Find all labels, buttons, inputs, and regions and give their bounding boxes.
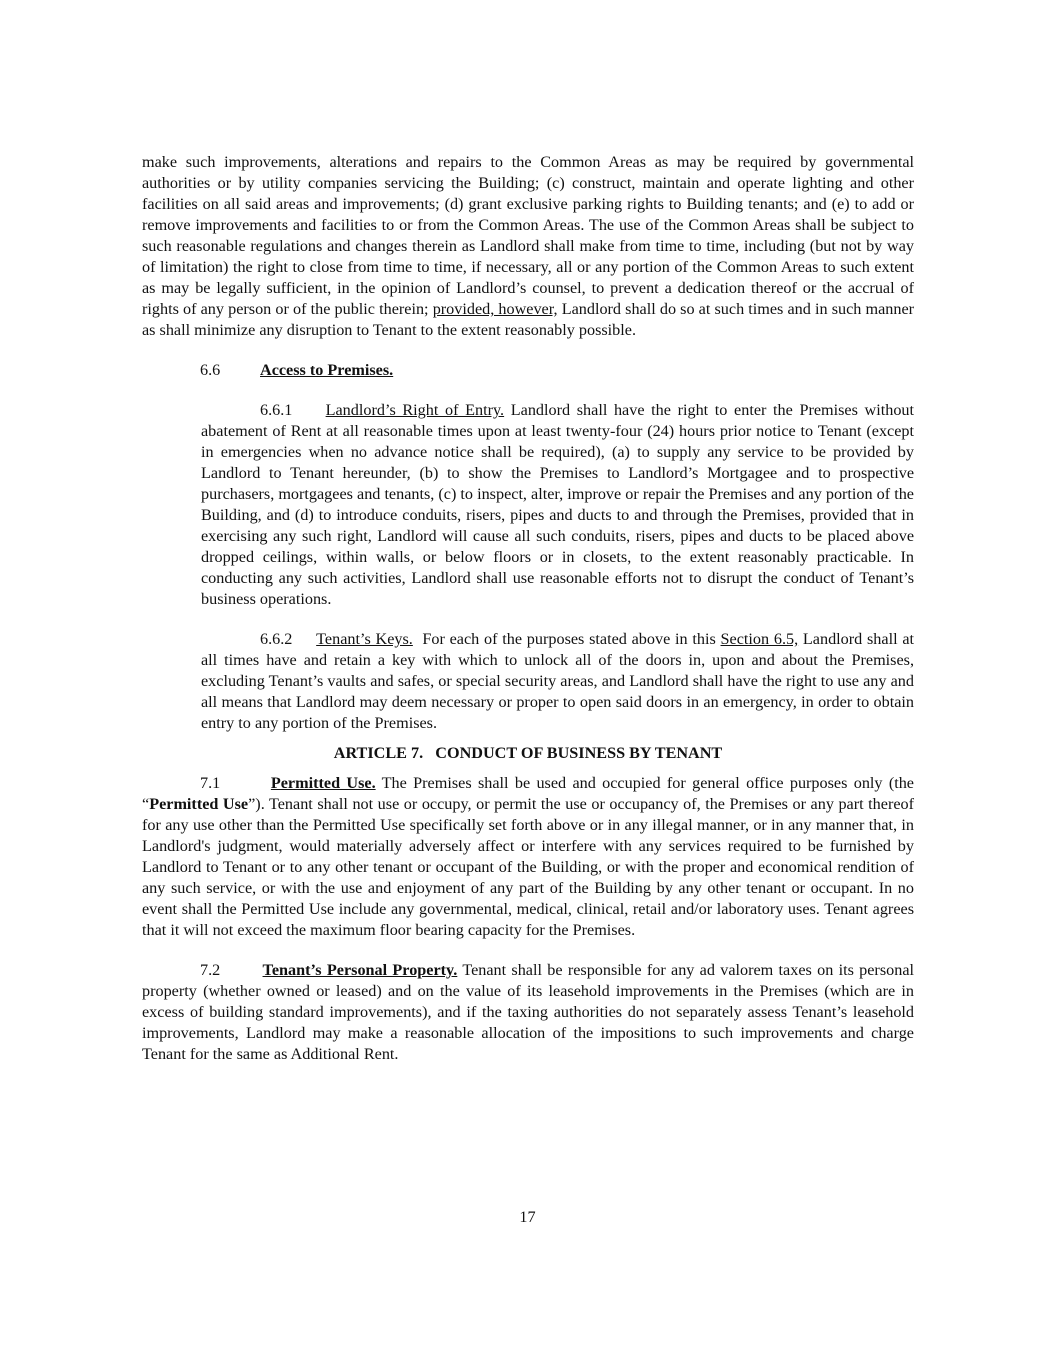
defined-term: Permitted Use bbox=[149, 795, 249, 813]
section-title: Landlord’s Right of Entry. bbox=[325, 401, 505, 419]
section-6-6-1: 6.6.1 Landlord’s Right of Entry. Landlord shall have the right to enter the Premises without abatement of Rent at all reasonable times upon at least twenty-four (24) hours prior notice to Tenant (except in emergencies when no advance notice shall be required), (a) to supply any service to be provided by Landlord to Tenant hereunder, (b) to show the Premises to Landlord’s Mortgagee and to prospective purchasers, mortgagees and tenants, (c) to inspect, alter, improve or repair the Premises and any portion of the Building, and (d) to introduce conduits, risers, pipes and ducts to and through the Premises, provided that in exercising any such right, Landlord will cause all such conduits, risers, pipes and ducts to be placed above dropped ceilings, within walls, or below floors or in closets, to the extent reasonably practicable. In conducting any such activities, Landlord shall use reasonable efforts not to disrupt the conduct of Tenant’s business operations. bbox=[201, 401, 915, 608]
section-7-1: 7.1 Permitted Use. The Premises shall be used and occupied for general office purposes only (the “Permitted Use”). Tenant shall not use or occupy, or permit the use or occupancy of, the Premises or any part thereof for any use other than the Permitted Use specifically set forth above or in any illegal manner, or in any manner that, in Landlord's judgment, would materially adversely affect or interfere with any services required to be furnished by Landlord to Tenant or to any other tenant or occupant of the Building, or with the proper and economical rendition of any such service, or with the use and enjoyment of any part of the Building by any other tenant or occupant. In no event shall the Permitted Use include any governmental, medical, clinical, retail and/or laboratory uses. Tenant agrees that it will not exceed the maximum floor bearing capacity for the Premises. bbox=[142, 774, 914, 939]
section-title: Tenant’s Personal Property. bbox=[262, 961, 458, 979]
continued-paragraph: make such improvements, alterations and repairs to the Common Areas as may be required by governmental authorities or by utility companies servicing the Building; (c) construct, maintain and operate lighting and other facilities on all said areas and improvements; (d) grant exclusive parking rights to Building tenants; and (e) to add or remove improvements and facilities to or from the Common Areas. The use of the Common Areas shall be subject to such reasonable regulations and changes therein as Landlord shall make from time to time, including (but not by way of limitation) the right to close from time to time, if necessary, all or any portion of the Common Areas to such extent as may be legally sufficient, in the opinion of Landlord’s counsel, to prevent a dedication thereof or the accrual of rights of any person or of the public therein; provided, however, Landlord shall do so at such times and in such manner as shall minimize any disruption to Tenant to the extent reasonably possible. bbox=[142, 153, 915, 339]
article-7-heading: ARTICLE 7. CONDUCT OF BUSINESS BY TENANT bbox=[333, 744, 723, 762]
section-6-6-2: 6.6.2 Tenant’s Keys. For each of the purposes stated above in this Section 6.5, Landlord shall at all times have and retain a key with which to unlock all of the doors in, upon and about the Premises, excluding Tenant’s vaults and safes, or special security areas, and Landlord shall have the right to use any and all means that Landlord may deem necessary or proper to open said doors in an emergency, in order to obtain entry to any portion of the Premises. bbox=[201, 630, 915, 732]
page-number: 17 bbox=[519, 1208, 536, 1226]
section-7-2: 7.2 Tenant’s Personal Property. Tenant shall be responsible for any ad valorem taxes on its personal property (whether owned or leased) and on the value of its leasehold improvements in the Premises (which are in excess of building standard improvements), and if the taxing authorities do not separately assess Tenant’s leasehold improvements, Landlord may make a reasonable allocation of the impositions to such improvements and charge Tenant for the same as Additional Rent. bbox=[142, 961, 914, 1063]
provided-however: provided, however, bbox=[432, 300, 558, 318]
section-6-6-heading: 6.6 Access to Premises. bbox=[200, 361, 394, 379]
section-title: Access to Premises. bbox=[260, 361, 394, 379]
section-reference: Section 6.5, bbox=[720, 630, 799, 648]
section-title: Tenant’s Keys. bbox=[316, 630, 413, 648]
page-body bbox=[142, 152, 914, 1065]
section-title: Permitted Use. bbox=[270, 774, 376, 792]
